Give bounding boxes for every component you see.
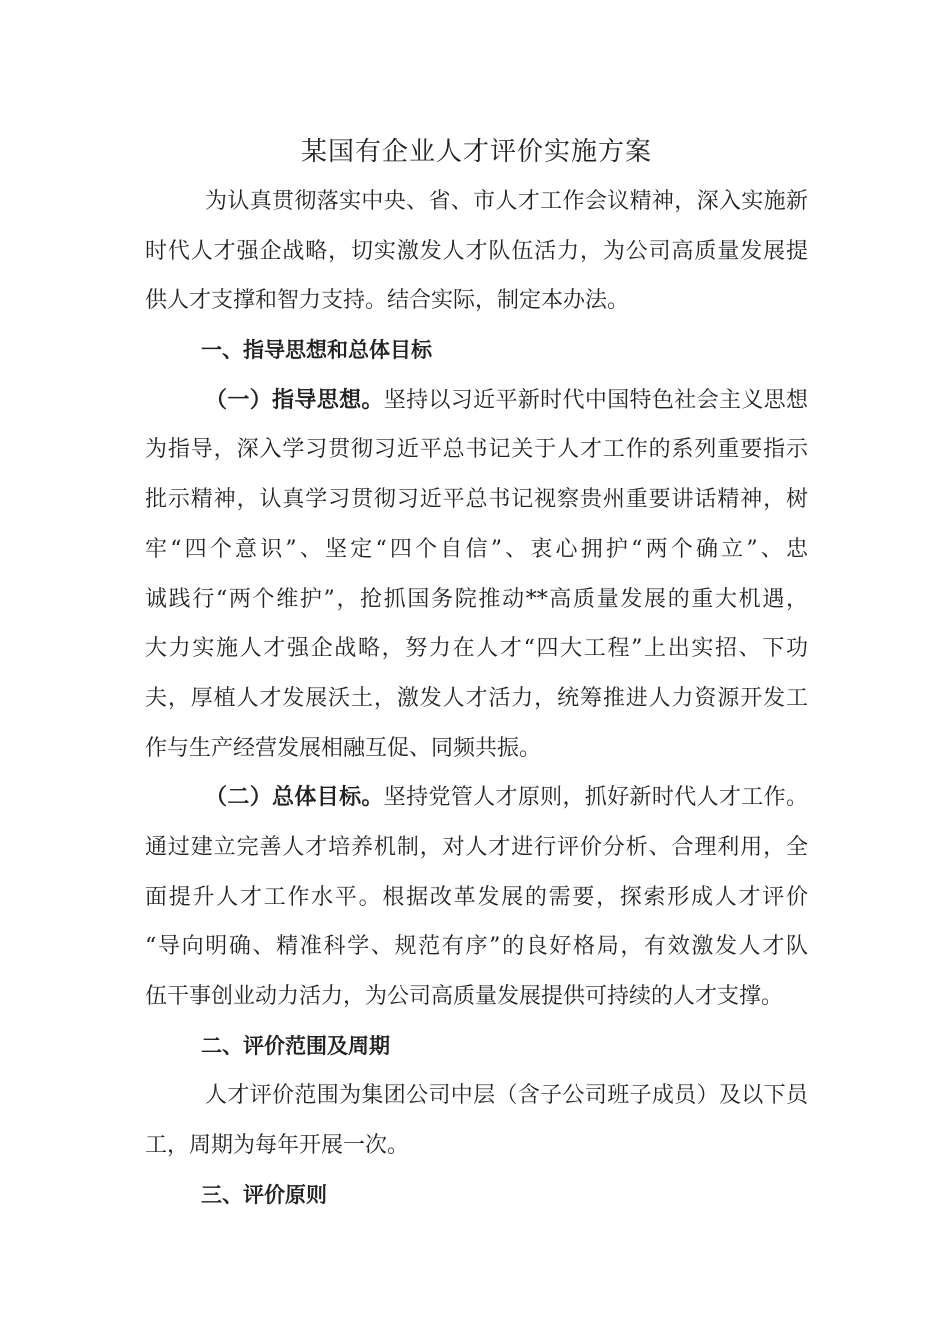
text-line	[145, 1121, 808, 1171]
line-text: 伍干事创业动力活力，为公司高质量发展提供可持续的人才支撑。	[145, 984, 784, 1009]
text-line	[145, 773, 808, 823]
line-text: 一、指导思想和总体目标	[201, 338, 432, 363]
text-line	[145, 624, 808, 674]
line-text: 夫，厚植人才发展沃土，激发人才活力，统筹推进人力资源开发工	[145, 685, 808, 711]
text-line	[145, 823, 808, 873]
document-title: 某国有企业人才评价实施方案	[300, 137, 652, 167]
text-line	[145, 873, 808, 923]
subsection-label: （一）指导思想。	[205, 387, 384, 413]
text-line	[145, 724, 808, 774]
line-text: 通过建立完善人才培养机制，对人才进行评价分析、合理利用，全	[145, 834, 808, 860]
text-line	[145, 525, 808, 575]
text-line	[145, 575, 808, 625]
text-line	[145, 177, 808, 227]
document-body	[145, 177, 808, 1220]
subsection-label: （二）总体目标。	[205, 785, 384, 811]
line-text: 供人才支撑和智力支持。结合实际，制定本办法。	[145, 288, 630, 314]
line-text: 二、评价范围及周期	[201, 1033, 390, 1058]
text-line	[145, 922, 808, 972]
line-text: 诚践行“两个维护”，抢抓国务院推动**高质量发展的重大机遇，	[145, 586, 808, 612]
line-text: 大力实施人才强企战略，努力在人才“四大工程”上出实招、下功	[145, 636, 808, 662]
line-text: 人才评价范围为集团公司中层（含子公司班子成员）及以下员	[205, 1083, 808, 1109]
text-line	[145, 276, 808, 326]
section-heading	[145, 1171, 808, 1221]
text-line	[145, 425, 808, 475]
text-line	[145, 1071, 808, 1121]
line-text: 牢“四个意识”、坚定“四个自信”、衷心拥护“两个确立”、忠	[145, 536, 808, 562]
text-line	[145, 475, 808, 525]
section-heading	[145, 1022, 808, 1072]
text-line	[145, 972, 808, 1022]
line-text: 为认真贯彻落实中央、省、市人才工作会议精神，深入实施新	[205, 189, 808, 214]
line-text: 时代人才强企战略，切实激发人才队伍活力，为公司高质量发展提	[145, 238, 808, 264]
line-text: 坚持以习近平新时代中国特色社会主义思想	[383, 387, 808, 413]
line-text: 面提升人才工作水平。根据改革发展的需要，探索形成人才评价	[145, 884, 808, 910]
document-page	[145, 128, 808, 1220]
text-line	[145, 376, 808, 426]
line-text: “导向明确、精准科学、规范有序”的良好格局，有效激发人才队	[145, 934, 808, 960]
section-heading	[145, 326, 808, 376]
line-text: 坚持党管人才原则，抓好新时代人才工作。	[383, 785, 808, 811]
line-text: 为指导，深入学习贯彻习近平总书记关于人才工作的系列重要指示	[145, 437, 808, 463]
line-text: 三、评价原则	[201, 1182, 327, 1207]
line-text: 作与生产经营发展相融互促、同频共振。	[145, 735, 542, 761]
text-line	[145, 227, 808, 277]
line-text: 批示精神，认真学习贯彻习近平总书记视察贵州重要讲话精神，树	[145, 487, 808, 513]
text-line	[145, 674, 808, 724]
line-text: 工，周期为每年开展一次。	[145, 1133, 410, 1159]
